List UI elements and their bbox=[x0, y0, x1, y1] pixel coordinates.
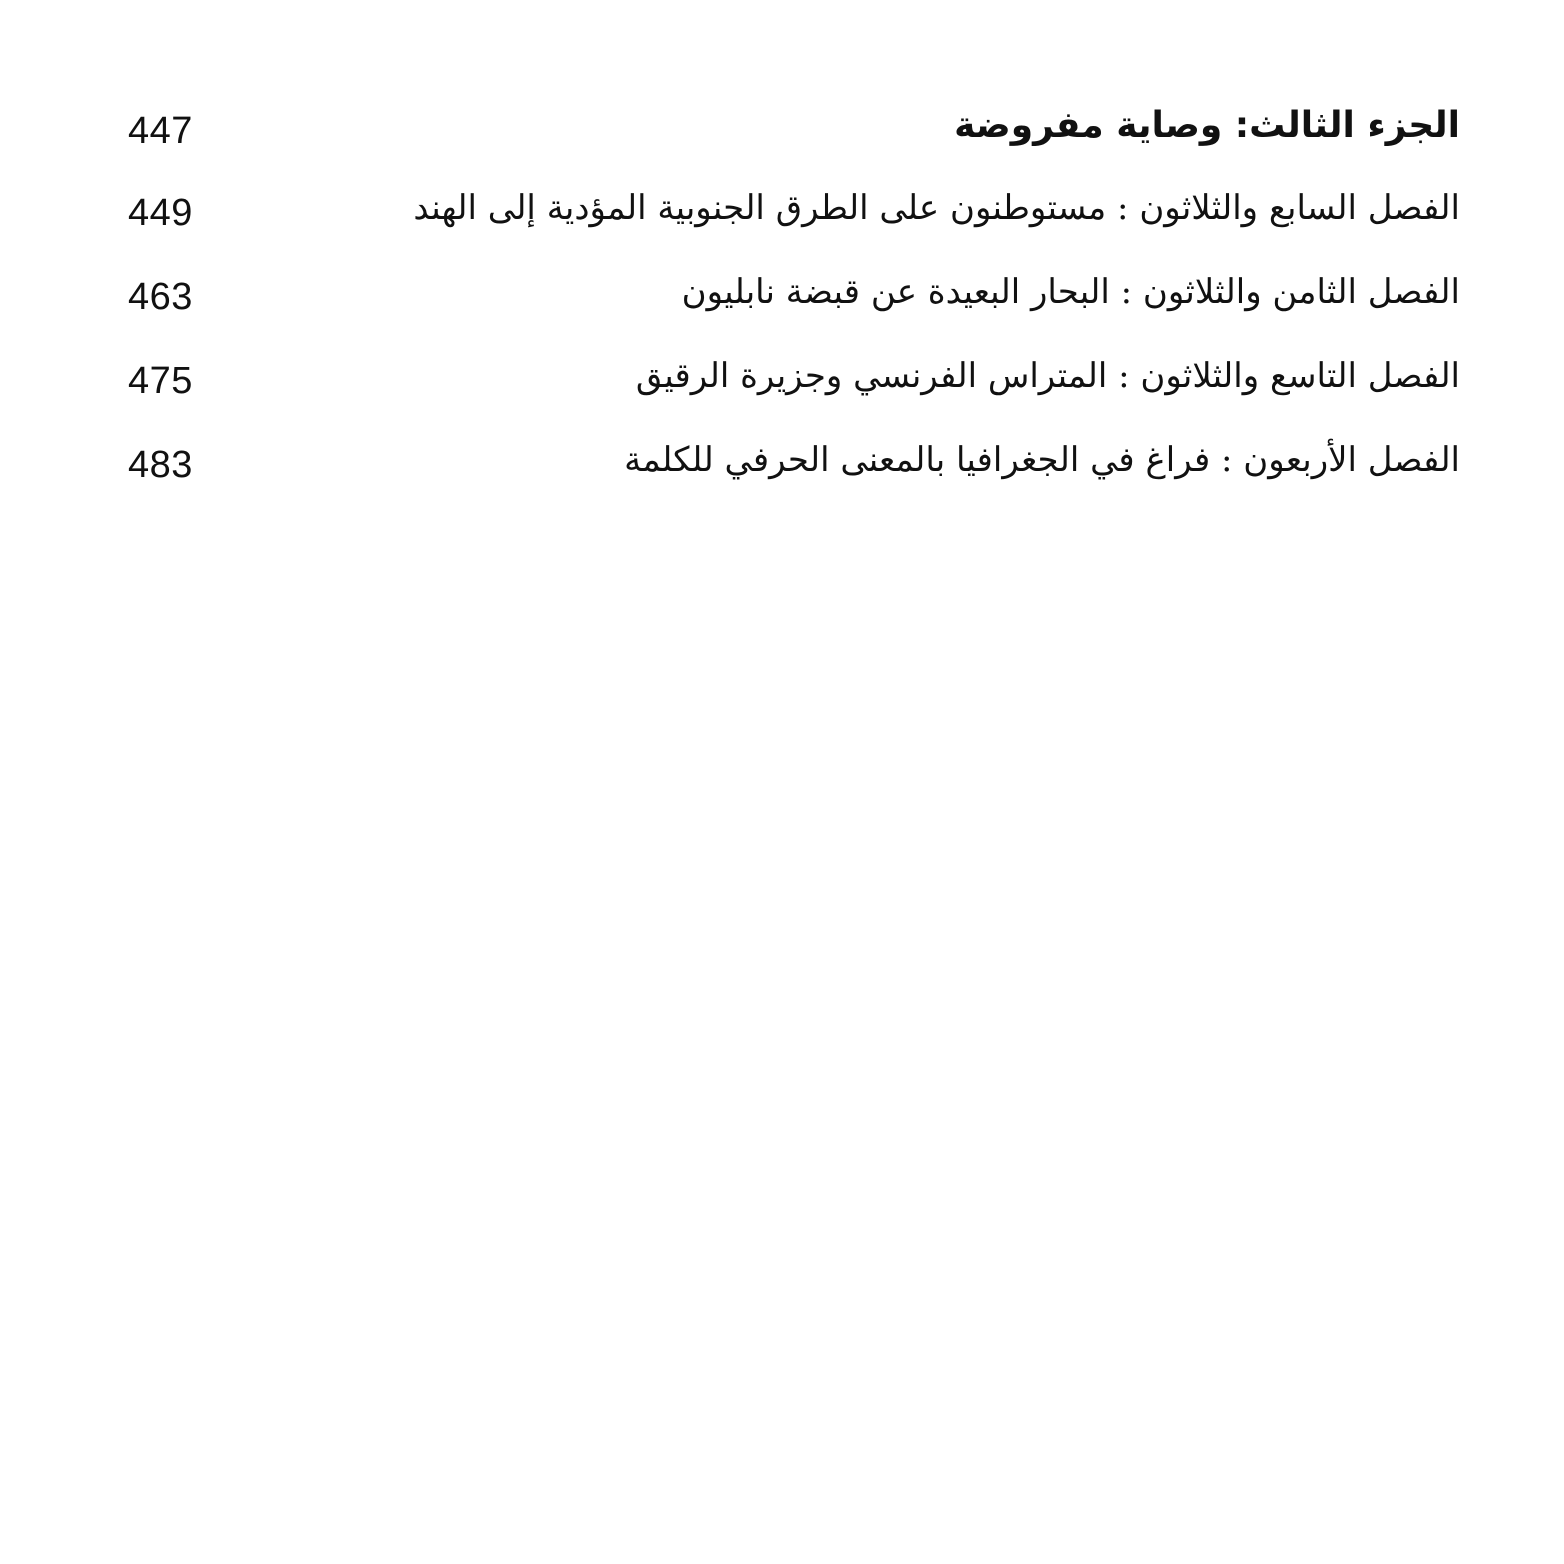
part-title: الجزء الثالث: وصاية مفروضة bbox=[954, 105, 1460, 146]
chapter-page-number: 463 bbox=[128, 276, 193, 318]
table-of-contents bbox=[120, 92, 1460, 510]
chapter-page-number: 483 bbox=[128, 444, 193, 486]
chapter-title: الفصل الثامن والثلاثون : البحار البعيدة عن قبضة نابليون bbox=[681, 272, 1460, 312]
toc-part-heading bbox=[120, 92, 1460, 174]
toc-chapter-40 bbox=[120, 426, 1460, 510]
chapter-page-number: 475 bbox=[128, 360, 193, 402]
chapter-title: الفصل التاسع والثلاثون : المتراس الفرنسي وجزيرة الرقيق bbox=[635, 356, 1460, 396]
chapter-title: الفصل الأربعون : فراغ في الجغرافيا بالمعنى الحرفي للكلمة bbox=[624, 440, 1460, 480]
part-page-number: 447 bbox=[128, 110, 193, 152]
toc-chapter-37 bbox=[120, 174, 1460, 258]
chapter-title: الفصل السابع والثلاثون : مستوطنون على الطرق الجنوبية المؤدية إلى الهند bbox=[413, 188, 1460, 228]
toc-chapter-38 bbox=[120, 258, 1460, 342]
toc-chapter-39 bbox=[120, 342, 1460, 426]
chapter-page-number: 449 bbox=[128, 192, 193, 234]
